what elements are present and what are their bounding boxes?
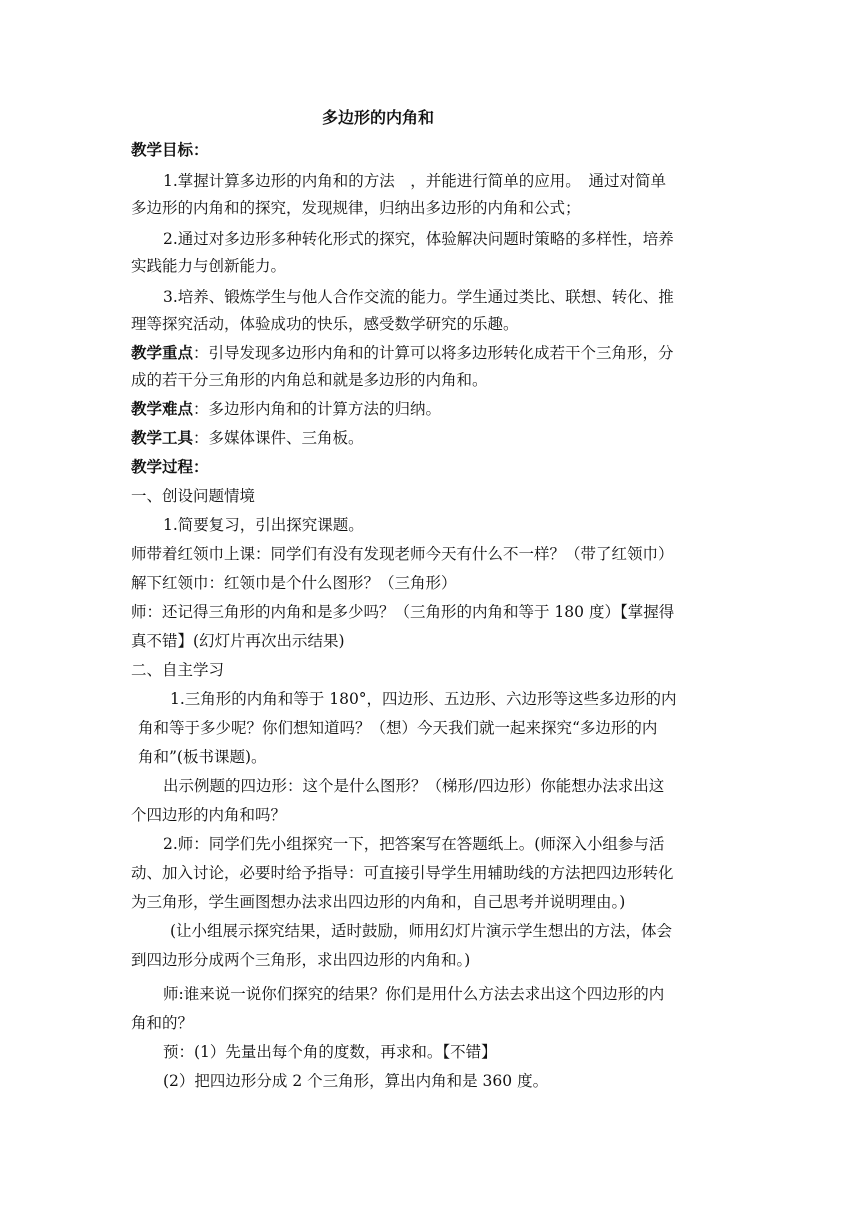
difficulty-text: ：多边形内角和的计算方法的归纳。 [193,400,442,418]
objective-1-line-1: 1.掌握计算多边形的内角和的方法 ，并能进行简单的应用。 通过对简单 [163,172,667,190]
key-point-line-1 [131,342,674,364]
section-2-paragraph-2-line-2: 个四边形的内角和吗？ [131,806,287,824]
section-2-heading: 二、自主学习 [131,661,225,679]
section-2-paragraph-1-line-3: 角和”(板书课题)。 [138,748,267,766]
section-1-paragraph-3-line-1: 师：还记得三角形的内角和是多少吗？（三角形的内角和等于 180 度）【掌握得 [131,603,675,621]
key-point-label: 教学重点 [131,343,194,362]
section-1-item-1: 1.简要复习，引出探究课题。 [163,516,364,534]
tools-text: ：多媒体课件、三角板。 [193,429,364,447]
objective-2-line-2: 实践能力与创新能力。 [131,257,287,275]
page-title: 多边形的内角和 [322,108,435,127]
section-2-paragraph-3-line-2: 动、加入讨论，必要时给予指导：可直接引导学生用辅助线的方法把四边形转化 [131,864,674,882]
objective-3-line-2: 理等探究活动，体验成功的快乐，感受数学研究的乐趣。 [131,315,519,333]
objectives-heading: 教学目标： [131,140,209,159]
difficulty-label: 教学难点 [131,399,194,418]
section-1-heading: 一、创设问题情境 [131,487,256,505]
section-2-paragraph-3-line-1: 2.师：同学们先小组探究一下，把答案写在答题纸上。(师深入小组参与活 [163,835,665,853]
section-2-paragraph-6: 预：(1）先量出每个角的度数，再求和。【不错】 [163,1043,497,1061]
objective-2-line-1: 2.通过对多边形多种转化形式的探究，体验解决问题时策略的多样性，培养 [163,230,674,248]
key-point-text: ：引导发现多边形内角和的计算可以将多边形转化成若干个三角形，分 [193,344,674,362]
section-2-paragraph-2-line-1: 出示例题的四边形：这个是什么图形？（梯形/四边形）你能想办法求出这 [163,777,665,795]
objective-1-line-2: 多边形的内角和的探究，发现规律，归纳出多边形的内角和公式； [131,199,581,217]
section-2-paragraph-5-line-2: 角和的？ [131,1014,194,1032]
section-2-paragraph-3-line-3: 为三角形，学生画图想办法求出四边形的内角和，自己思考并说明理由。) [131,893,626,911]
section-2-paragraph-5-line-1: 师:谁来说一说你们探究的结果？你们是用什么方法去求出这个四边形的内 [163,985,665,1003]
tools-label: 教学工具 [131,428,194,447]
process-heading: 教学过程： [131,457,209,476]
section-2-paragraph-4-line-2: 到四边形分成两个三角形，求出四边形的内角和。) [131,951,471,969]
section-1-paragraph-2: 解下红领巾：红领巾是个什么图形？（三角形） [131,574,457,592]
section-1-paragraph-1: 师带着红领巾上课：同学们有没有发现老师今天有什么不一样？（带了红领巾） [131,545,674,563]
section-1-paragraph-3-line-2: 真不错】(幻灯片再次出示结果) [131,632,345,650]
tools-line [131,427,364,449]
key-point-line-2: 成的若干分三角形的内角总和就是多边形的内角和。 [131,371,488,389]
section-2-paragraph-1-line-1: 1.三角形的内角和等于 180°，四边形、五边形、六边形等这些多边形的内 [170,690,677,708]
section-2-paragraph-7: (2）把四边形分成 2 个三角形，算出内角和是 360 度。 [163,1072,549,1090]
section-2-paragraph-1-line-2: 角和等于多少呢？你们想知道吗？（想）今天我们就一起来探究“多边形的内 [138,719,658,737]
objective-3-line-1: 3.培养、锻炼学生与他人合作交流的能力。学生通过类比、联想、转化、推 [163,288,674,306]
difficulty-line [131,398,441,420]
section-2-paragraph-4-line-1: (让小组展示探究结果，适时鼓励，师用幻灯片演示学生想出的方法，体会 [170,922,673,940]
